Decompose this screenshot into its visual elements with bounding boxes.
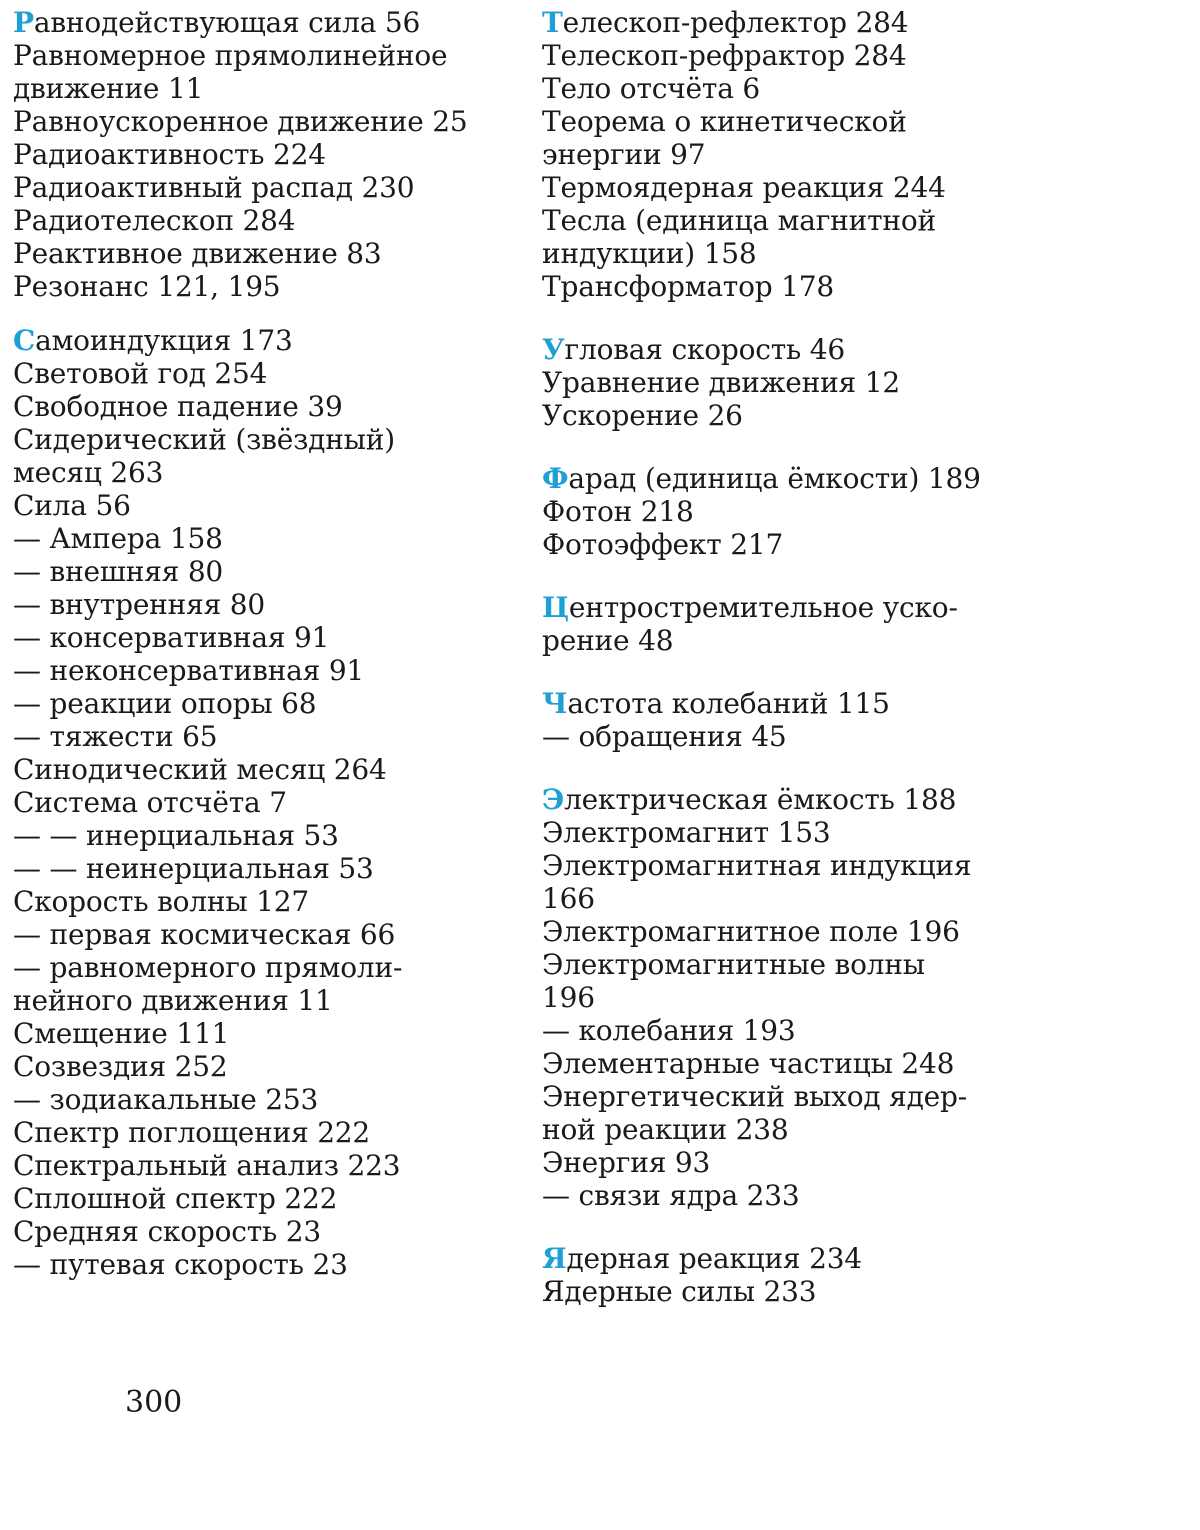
index-entry-text: Созвездия 252 (13, 1050, 228, 1083)
index-entry (542, 948, 1192, 981)
index-entry (13, 984, 513, 1017)
index-entry (542, 1113, 1192, 1146)
index-entry-text: — колебания 193 (542, 1014, 796, 1047)
index-entry-text: Электромагнит 153 (542, 816, 831, 849)
index-entry-text: — обращения 45 (542, 720, 787, 753)
index-entry-text: — — инерциальная 53 (13, 819, 339, 852)
index-entry (542, 1242, 1192, 1275)
index-entry (542, 171, 1192, 204)
index-entry-text: — зодиакальные 253 (13, 1083, 319, 1116)
index-entry-text: ной реакции 238 (542, 1113, 789, 1146)
index-entry-text: Энергия 93 (542, 1146, 711, 1179)
index-entry (13, 1116, 513, 1149)
index-entry (13, 555, 513, 588)
index-entry-text: Ядерные силы 233 (542, 1275, 817, 1308)
index-entry-text: Сила 56 (13, 489, 131, 522)
index-entry-text: движение 11 (13, 72, 204, 105)
index-entry (13, 786, 513, 819)
index-entry-text: — первая космическая 66 (13, 918, 396, 951)
index-entry-text: Трансформатор 178 (542, 270, 835, 303)
index-entry-text: нейного движения 11 (13, 984, 333, 1017)
index-entry-text: Сидерический (звёздный) (13, 423, 395, 456)
index-section (542, 462, 1192, 561)
index-entry-text: Смещение 111 (13, 1017, 230, 1050)
index-entry-text: Фотоэффект 217 (542, 528, 784, 561)
index-entry-text: Сплошной спектр 222 (13, 1182, 338, 1215)
index-entry (13, 852, 513, 885)
index-entry (13, 423, 513, 456)
index-entry-text: 166 (542, 882, 595, 915)
index-entry (542, 1047, 1192, 1080)
index-entry-text: — путевая скорость 23 (13, 1248, 348, 1281)
index-entry (542, 72, 1192, 105)
index-entry (13, 621, 513, 654)
index-entry (542, 1179, 1192, 1212)
index-entry (542, 39, 1192, 72)
index-entry-text: арад (единица ёмкости) 189 (568, 462, 981, 495)
index-entry-text: — внешняя 80 (13, 555, 224, 588)
index-entry (13, 720, 513, 753)
index-entry-text: — Ампера 158 (13, 522, 223, 555)
index-section (13, 324, 513, 1281)
index-entry-text: авнодействующая сила 56 (33, 6, 421, 39)
index-entry (13, 753, 513, 786)
index-entry (542, 399, 1192, 432)
index-entry-text: Ускорение 26 (542, 399, 743, 432)
index-entry (542, 105, 1192, 138)
index-section (542, 1242, 1192, 1308)
section-initial-letter: Я (542, 1242, 567, 1275)
index-entry (13, 204, 513, 237)
index-entry-text: Резонанс 121, 195 (13, 270, 281, 303)
index-entry (13, 324, 513, 357)
index-entry (13, 654, 513, 687)
index-entry (542, 1146, 1192, 1179)
index-entry-text: индукции) 158 (542, 237, 757, 270)
index-entry-text: ентростремительное уско- (568, 591, 958, 624)
index-entry (13, 687, 513, 720)
index-entry-text: Радиоактивность 224 (13, 138, 326, 171)
index-entry (542, 138, 1192, 171)
index-entry-text: Спектральный анализ 223 (13, 1149, 401, 1182)
index-entry (542, 783, 1192, 816)
index-entry (542, 849, 1192, 882)
index-entry-text: месяц 263 (13, 456, 164, 489)
index-entry (13, 105, 513, 138)
index-entry (13, 138, 513, 171)
section-initial-letter: Т (542, 6, 563, 39)
index-entry (13, 390, 513, 423)
section-initial-letter: У (542, 333, 565, 366)
index-entry-text: Термоядерная реакция 244 (542, 171, 946, 204)
index-entry (542, 6, 1192, 39)
index-entry (542, 1014, 1192, 1047)
index-entry (13, 522, 513, 555)
index-entry (542, 462, 1192, 495)
index-entry-text: Система отсчёта 7 (13, 786, 287, 819)
index-entry-text: Тело отсчёта 6 (542, 72, 761, 105)
index-entry (542, 270, 1192, 303)
section-initial-letter: Р (13, 6, 34, 39)
index-entry-text: Световой год 254 (13, 357, 268, 390)
section-initial-letter: Ф (542, 462, 569, 495)
index-section (542, 333, 1192, 432)
index-entry-text: Средняя скорость 23 (13, 1215, 322, 1248)
index-entry (542, 528, 1192, 561)
index-entry-text: Радиоактивный распад 230 (13, 171, 415, 204)
index-entry (13, 39, 513, 72)
index-entry (542, 915, 1192, 948)
index-entry (542, 204, 1192, 237)
index-entry (542, 882, 1192, 915)
index-entry-text: Электромагнитные волны (542, 948, 925, 981)
index-entry (13, 456, 513, 489)
index-entry (13, 270, 513, 303)
index-entry-text: Тесла (единица магнитной (542, 204, 936, 237)
index-entry (542, 1080, 1192, 1113)
index-entry (542, 333, 1192, 366)
index-entry-text: — тяжести 65 (13, 720, 218, 753)
index-entry-text: елескоп-рефлектор 284 (562, 6, 909, 39)
index-entry (542, 591, 1192, 624)
index-entry-text: Электромагнитная индукция (542, 849, 972, 882)
index-entry-text: — — неинерциальная 53 (13, 852, 374, 885)
index-entry-text: Теорема о кинетической (542, 105, 907, 138)
index-entry-text: Реактивное движение 83 (13, 237, 382, 270)
index-entry (13, 951, 513, 984)
index-entry (542, 816, 1192, 849)
index-entry-text: — неконсервативная 91 (13, 654, 365, 687)
index-entry (542, 366, 1192, 399)
index-entry-text: Энергетический выход ядер- (542, 1080, 967, 1113)
index-entry (13, 588, 513, 621)
index-entry-text: энергии 97 (542, 138, 706, 171)
index-entry (13, 237, 513, 270)
index-entry-text: Свободное падение 39 (13, 390, 343, 423)
section-initial-letter: Ц (542, 591, 569, 624)
index-entry-text: Элементарные частицы 248 (542, 1047, 955, 1080)
index-entry (13, 885, 513, 918)
index-entry (542, 1275, 1192, 1308)
index-entry-text: Равномерное прямолинейное (13, 39, 448, 72)
index-entry (13, 1248, 513, 1281)
index-section (542, 591, 1192, 657)
index-entry-text: — связи ядра 233 (542, 1179, 800, 1212)
index-entry (13, 357, 513, 390)
index-entry-text: гловая скорость 46 (564, 333, 846, 366)
index-entry (13, 6, 513, 39)
index-entry (13, 918, 513, 951)
index-entry (542, 981, 1192, 1014)
index-entry (542, 237, 1192, 270)
section-initial-letter: Ч (542, 687, 568, 720)
section-initial-letter: Э (542, 783, 565, 816)
index-entry (13, 72, 513, 105)
index-section (542, 783, 1192, 1212)
index-column-left (13, 6, 513, 1281)
page-number: 300 (125, 1385, 183, 1420)
index-entry-text: дерная реакция 234 (566, 1242, 862, 1275)
index-entry (13, 1050, 513, 1083)
index-entry (13, 1083, 513, 1116)
index-entry-text: — консервативная 91 (13, 621, 330, 654)
index-section (13, 6, 513, 303)
index-entry-text: — равномерного прямоли- (13, 951, 403, 984)
index-entry (13, 1215, 513, 1248)
index-entry-text: Электромагнитное поле 196 (542, 915, 960, 948)
index-entry-text: Скорость волны 127 (13, 885, 309, 918)
index-entry (542, 687, 1192, 720)
index-entry-text: Фотон 218 (542, 495, 694, 528)
index-entry (13, 1017, 513, 1050)
index-entry (13, 489, 513, 522)
index-entry-text: амоиндукция 173 (35, 324, 293, 357)
index-entry-text: — внутренняя 80 (13, 588, 265, 621)
index-entry-text: Спектр поглощения 222 (13, 1116, 371, 1149)
index-entry-text: рение 48 (542, 624, 674, 657)
index-entry (13, 1149, 513, 1182)
index-entry (13, 171, 513, 204)
index-entry-text: Уравнение движения 12 (542, 366, 900, 399)
index-entry-text: Телескоп-рефрактор 284 (542, 39, 907, 72)
index-entry (542, 624, 1192, 657)
index-entry-text: — реакции опоры 68 (13, 687, 317, 720)
index-section (542, 6, 1192, 303)
index-entry-text: лектрическая ёмкость 188 (564, 783, 957, 816)
index-entry-text: Радиотелескоп 284 (13, 204, 296, 237)
index-entry-text: астота колебаний 115 (567, 687, 890, 720)
section-initial-letter: С (13, 324, 36, 357)
index-entry (13, 1182, 513, 1215)
index-entry (542, 720, 1192, 753)
index-entry-text: Синодический месяц 264 (13, 753, 387, 786)
index-entry (542, 495, 1192, 528)
index-entry-text: 196 (542, 981, 595, 1014)
index-entry (13, 819, 513, 852)
index-column-right (542, 6, 1192, 1308)
index-section (542, 687, 1192, 753)
index-entry-text: Равноускоренное движение 25 (13, 105, 468, 138)
